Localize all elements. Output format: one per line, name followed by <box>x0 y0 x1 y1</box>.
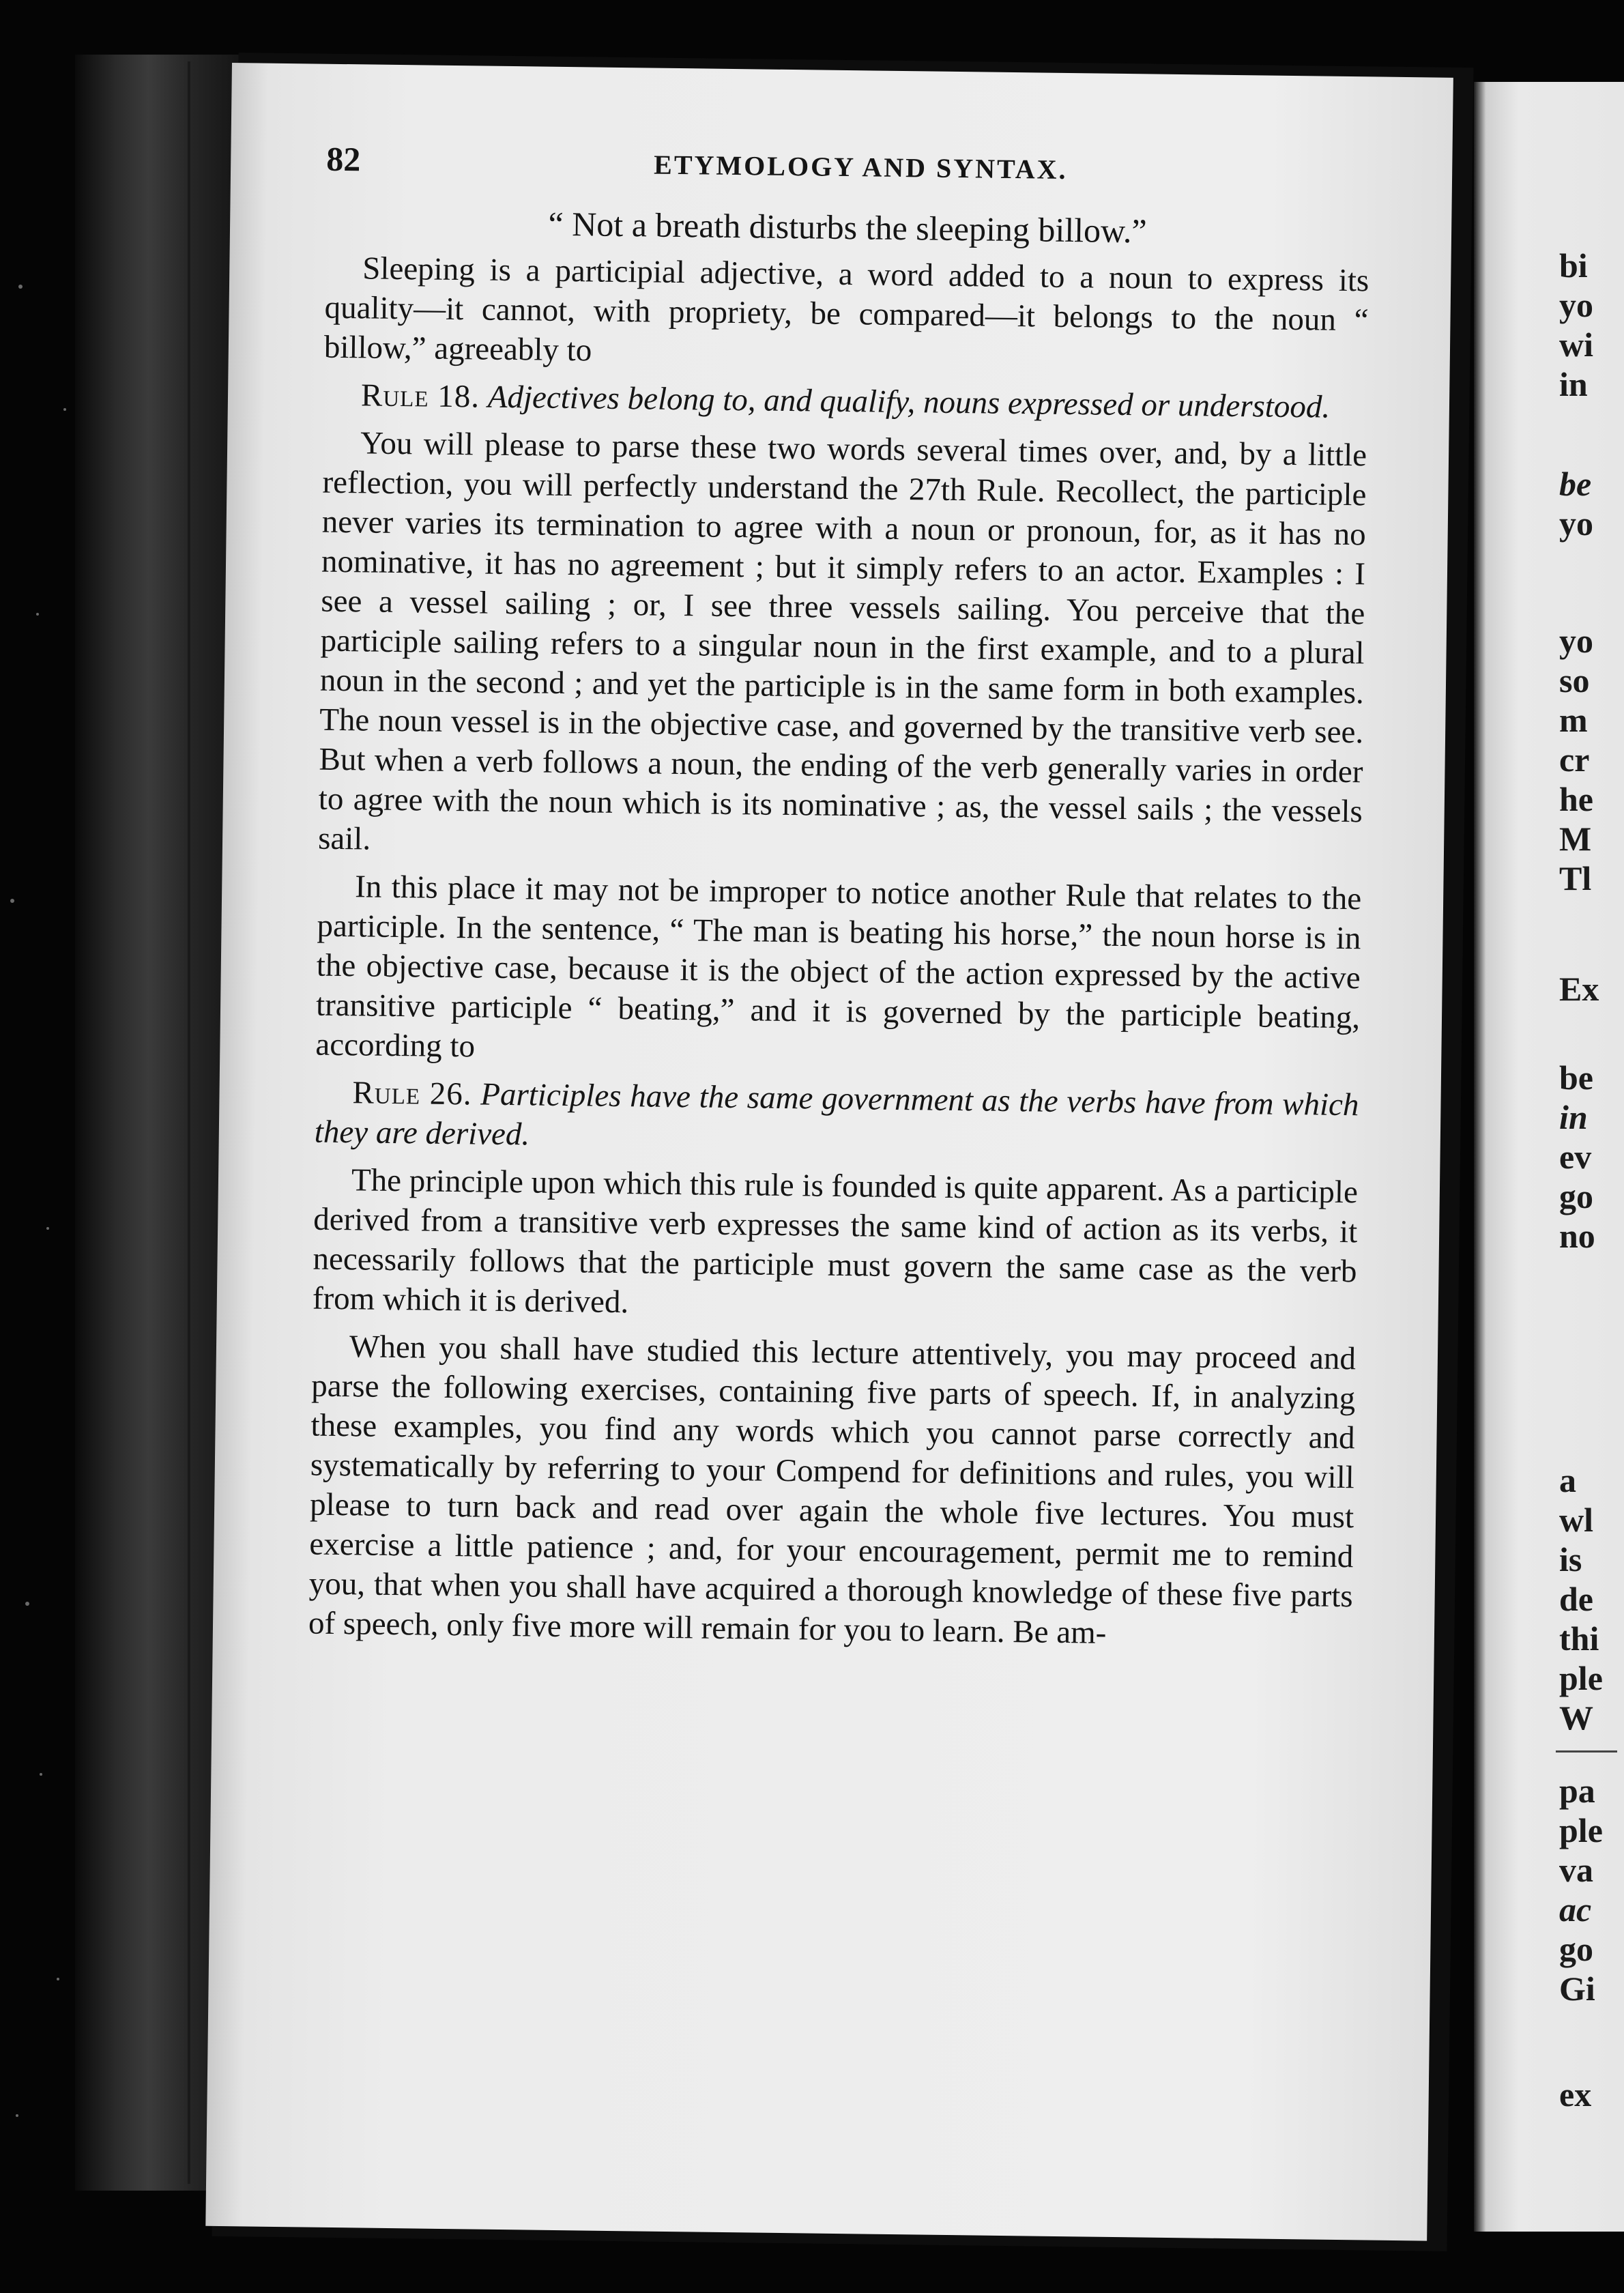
page-header <box>326 139 1371 214</box>
rule-26 <box>315 1073 1359 1165</box>
facing-page-edge <box>1474 82 1624 2232</box>
facing-fragment: Ex <box>1559 970 1599 1008</box>
facing-fragment: cr <box>1559 740 1590 779</box>
facing-fragment: Gi <box>1559 1970 1595 2008</box>
rule-26-text: Participles have the same government as the verbs have from which they are derived. <box>314 1076 1359 1153</box>
running-head: ETYMOLOGY AND SYNTAX. <box>653 149 1068 185</box>
facing-fragment: m <box>1559 701 1588 739</box>
paragraph-participle: You will please to parse these two words several times over, and, by a little reflection, you will perfectly understand the 27th Rule. Recollect, the participle never varies its termination to agree with a noun or pronoun, for, as it has no nominative, it has no agreement ; but it simply refers to an actor. Examples : I see a vessel sailing ; or, I see three vessels sailing. You perceive that the participle sailing refers to a singular noun in the first example, and to a plural noun in the second ; and yet the participle is in the same form in both examples. The noun vessel is in the objective case, and governed by the transitive verb see. But when a verb follows a noun, the ending of the verb generally varies in order to agree with the noun which is its nominative ; as, the vessel sails ; the vessels sail. <box>317 425 1367 857</box>
facing-fragment: he <box>1559 780 1593 818</box>
facing-fragment: be <box>1559 465 1592 503</box>
facing-fragment: ac <box>1559 1890 1592 1929</box>
facing-fragment: ex <box>1559 2075 1592 2114</box>
rule-26-label: Rule 26. <box>352 1075 472 1112</box>
rule-18-label: Rule 18. <box>360 377 480 415</box>
facing-fragment: a <box>1559 1461 1576 1499</box>
facing-fragment: wi <box>1559 326 1593 364</box>
facing-fragment: W <box>1559 1699 1593 1737</box>
facing-fragment: ple <box>1559 1659 1603 1697</box>
facing-fragment: yo <box>1559 286 1593 324</box>
facing-fragment: be <box>1559 1058 1593 1097</box>
paragraph-exercises: When you shall have studied this lecture attentively, you may proceed and parse the following exercises, containing five parts of speech. If, in analyzing these examples, you find any words which you cannot parse correctly and systematically by referring to your Compend for definitions and rules, you will please to turn back and read over again the whole five lectures. You must exercise a little patience ; and, for your encouragement, permit me to remind you, that when you shall have acquired a thorough knowledge of these five parts of speech, only five more will remain for you to learn. Be am- <box>308 1329 1357 1651</box>
page-number: 82 <box>325 139 361 179</box>
facing-fragment: va <box>1559 1851 1593 1889</box>
facing-fragment: in <box>1559 1098 1588 1136</box>
facing-fragment: Tl <box>1559 859 1592 897</box>
rule-18 <box>323 375 1368 428</box>
facing-fragment: ev <box>1559 1138 1592 1176</box>
facing-fragment: M <box>1559 820 1592 858</box>
facing-fragment: pa <box>1559 1772 1595 1810</box>
facing-fragment: go <box>1559 1930 1593 1968</box>
facing-fragment: no <box>1559 1217 1595 1255</box>
facing-fragment: de <box>1559 1580 1593 1618</box>
book-page <box>205 63 1453 2241</box>
facing-fragment: is <box>1559 1540 1582 1578</box>
paragraph-another-rule: In this place it may not be improper to notice another Rule that relates to the participle. In the sentence, “ The man is beating his horse,” the noun horse is in the objective case, because it is the object of the action expressed by the active transitive participle “ beating,” and it is governed by the participle beating, according to <box>315 869 1362 1065</box>
facing-fragment: in <box>1559 365 1588 403</box>
binding-edge <box>188 61 190 2184</box>
facing-fragment: bi <box>1559 246 1588 285</box>
facing-fragment: yo <box>1559 504 1593 543</box>
quoted-line: “ Not a breath disturbs the sleeping billow.” <box>548 204 1147 250</box>
page-text <box>308 139 1371 1664</box>
rule-18-text: Adjectives belong to, and qualify, nouns expressed or understood. <box>487 379 1331 425</box>
facing-rule <box>1556 1750 1617 1753</box>
facing-fragment: thi <box>1559 1619 1599 1658</box>
paragraph-sleeping: Sleeping is a participial adjective, a word added to a noun to express its quality—it cannot, with propriety, be compared—it belongs to the noun “ billow,” agreeably to <box>323 250 1369 369</box>
paragraph-principle: The principle upon which this rule is founded is quite apparent. As a participle derived from a transitive verb expresses the same kind of action as its verbs, it necessarily follows that the participle must govern the same case as the verb from which it is derived. <box>312 1162 1359 1321</box>
facing-fragment: wl <box>1559 1501 1593 1539</box>
facing-fragment: go <box>1559 1177 1593 1215</box>
facing-fragment: ple <box>1559 1811 1603 1849</box>
facing-fragment: so <box>1559 661 1590 700</box>
facing-fragment: yo <box>1559 622 1593 660</box>
